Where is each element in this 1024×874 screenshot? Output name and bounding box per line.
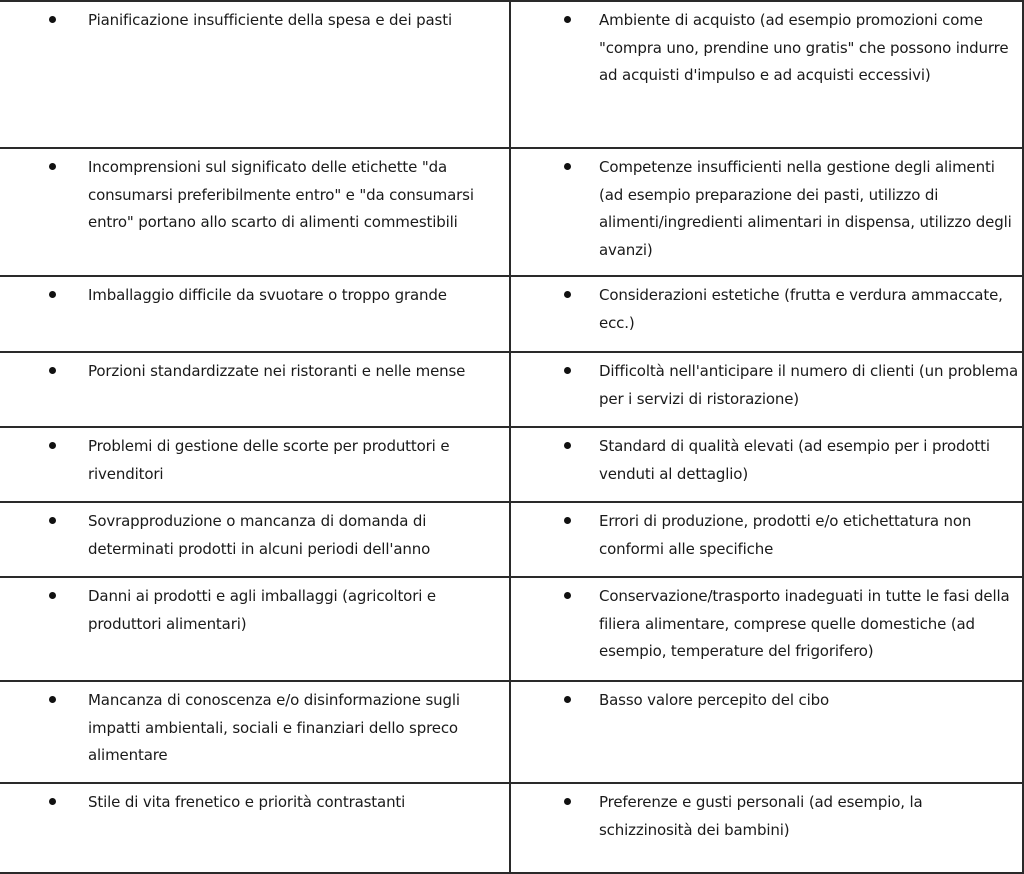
bullet-icon — [511, 282, 599, 337]
table-row — [0, 427, 1023, 502]
bullet-icon — [0, 358, 88, 386]
cell-text: Basso valore percepito del cibo — [599, 691, 830, 709]
bullet-icon — [511, 583, 599, 666]
cell-text: Problemi di gestione delle scorte per produttori e rivenditori — [88, 437, 450, 483]
table-cell-left — [0, 427, 510, 502]
table-cell-right — [510, 577, 1023, 681]
table-cell-right — [510, 681, 1023, 783]
bullet-icon — [0, 789, 88, 817]
table-cell-left — [0, 681, 510, 783]
table-cell-left — [0, 1, 510, 148]
table-cell-right — [510, 352, 1023, 427]
table-row — [0, 783, 1023, 873]
table-cell-left — [0, 502, 510, 577]
cell-text: Considerazioni estetiche (frutta e verdura ammaccate, ecc.) — [599, 286, 1003, 332]
table-cell-right — [510, 1, 1023, 148]
bullet-icon — [0, 154, 88, 237]
cell-text: Mancanza di conoscenza e/o disinformazione sugli impatti ambientali, sociali e finanziari dello spreco alimentare — [88, 691, 460, 764]
cell-text: Danni ai prodotti e agli imballaggi (agricoltori e produttori alimentari) — [88, 587, 436, 633]
bullet-icon — [0, 7, 88, 35]
bullet-icon — [0, 583, 88, 638]
table-row — [0, 502, 1023, 577]
cell-text: Imballaggio difficile da svuotare o troppo grande — [88, 286, 447, 304]
bullet-icon — [511, 154, 599, 264]
table-cell-right — [510, 783, 1023, 873]
cell-text: Difficoltà nell'anticipare il numero di clienti (un problema per i servizi di ristorazione) — [599, 362, 1019, 408]
bullet-icon — [511, 789, 599, 844]
bullet-icon — [0, 508, 88, 563]
bullet-icon — [0, 433, 88, 488]
cell-text: Stile di vita frenetico e priorità contrastanti — [88, 793, 406, 811]
table-cell-right — [510, 427, 1023, 502]
table-cell-left — [0, 276, 510, 352]
cell-text: Porzioni standardizzate nei ristoranti e nelle mense — [88, 362, 466, 380]
table-row — [0, 577, 1023, 681]
table-row — [0, 1, 1023, 148]
cell-text: Errori di produzione, prodotti e/o etichettatura non conformi alle specifiche — [599, 512, 972, 558]
cell-text: Sovrapproduzione o mancanza di domanda di determinati prodotti in alcuni periodi dell'anno — [88, 512, 431, 558]
bullet-icon — [0, 687, 88, 770]
table-cell-left — [0, 352, 510, 427]
cell-text: Standard di qualità elevati (ad esempio per i prodotti venduti al dettaglio) — [599, 437, 990, 483]
bullet-icon — [511, 358, 599, 413]
table-cell-right — [510, 148, 1023, 276]
bullet-icon — [511, 7, 599, 90]
cell-text: Competenze insufficienti nella gestione degli alimenti (ad esempio preparazione dei pasti, utilizzo di alimenti/ingredienti alimentari in dispensa, utilizzo degli avanzi) — [599, 158, 1012, 259]
cell-text: Pianificazione insufficiente della spesa e dei pasti — [88, 11, 452, 29]
cell-text: Conservazione/trasporto inadeguati in tutte le fasi della filiera alimentare, comprese quelle domestiche (ad esempio, temperature del frigorifero) — [599, 587, 1010, 660]
table-row — [0, 681, 1023, 783]
bullet-icon — [511, 433, 599, 488]
table-cell-left — [0, 148, 510, 276]
table-row — [0, 276, 1023, 352]
bullet-icon — [0, 282, 88, 310]
bullet-icon — [511, 687, 599, 715]
table-cell-right — [510, 502, 1023, 577]
cell-text: Ambiente di acquisto (ad esempio promozioni come "compra uno, prendine uno gratis" che possono indurre ad acquisti d'impulso e ad acquisti eccessivi) — [599, 11, 1009, 84]
table-cell-right — [510, 276, 1023, 352]
table-row — [0, 352, 1023, 427]
cell-text: Preferenze e gusti personali (ad esempio, la schizzinosità dei bambini) — [599, 793, 923, 839]
table-cell-left — [0, 577, 510, 681]
bullet-icon — [511, 508, 599, 563]
table-cell-left — [0, 783, 510, 873]
cell-text: Incomprensioni sul significato delle etichette "da consumarsi preferibilmente entro" e "da consumarsi entro" portano allo scarto di alimenti commestibili — [88, 158, 474, 231]
table-row — [0, 148, 1023, 276]
